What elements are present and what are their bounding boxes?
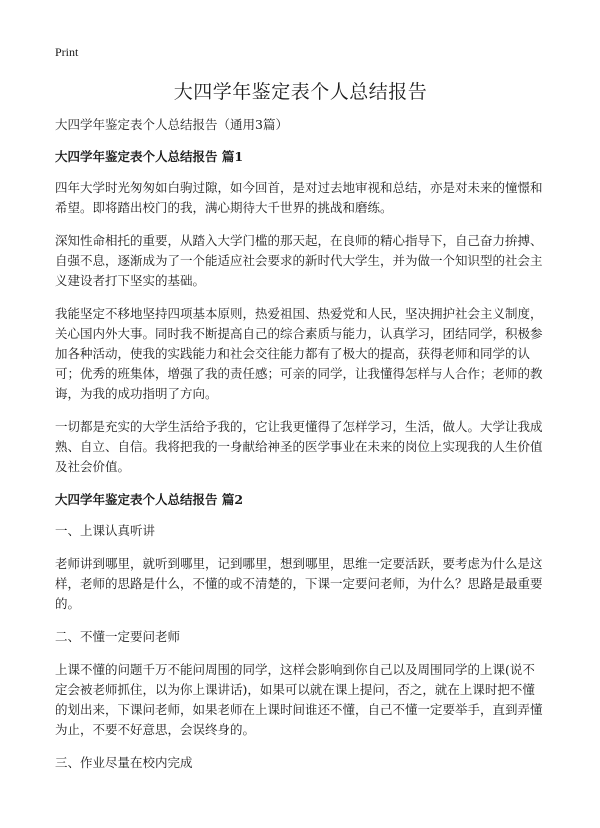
paragraph: 上课不懂的问题千万不能问周围的同学，这样会影响到你自己以及周围同学的上课(说不定会被老师抓住，以为你上课讲话)，如果可以就在课上提问，否之，就在上课时把不懂的划出来，下课问老师，如果老师在上课时间谁还不懂，自己不懂一定要举手，直到弄懂为止，不要不好意思，会误终身的。 xyxy=(55,662,543,737)
sub-heading: 一、上课认真听讲 xyxy=(55,523,156,538)
paragraph: 一切都是充实的大学生活给予我的，它让我更懂得了怎样学习，生活，做人。大学让我成熟、自立、自信。我将把我的一身献给神圣的医学事业在未来的岗位上实现我的人生价值及社会价值。 xyxy=(55,419,543,474)
paragraph: 四年大学时光匆匆如白驹过隙，如今回首，是对过去地审视和总结，亦是对未来的憧憬和希望。即将踏出校门的我，满心期待大千世界的挑战和磨练。 xyxy=(55,180,543,215)
document-title: 大四学年鉴定表个人总结报告 xyxy=(173,81,428,103)
section-2 xyxy=(55,490,546,773)
section-1 xyxy=(55,147,546,477)
paragraph: 我能坚定不移地坚持四项基本原则，热爱祖国、热爱党和人民，坚决拥护社会主义制度，关心国内外大事。同时我不断提高自己的综合素质与能力，认真学习，团结同学，积极参加各种活动，使我的实践能力和社会交往能力都有了极大的提高，获得老师和同学的认可；优秀的班集体，增强了我的责任感；可亲的同学，让我懂得怎样与人合作；老师的教诲，为我的成功指明了方向。 xyxy=(55,306,543,401)
section-heading: 大四学年鉴定表个人总结报告 篇2 xyxy=(55,492,244,507)
sub-heading: 二、不懂一定要问老师 xyxy=(55,629,181,644)
section-heading: 大四学年鉴定表个人总结报告 篇1 xyxy=(55,149,244,164)
sub-heading: 三、作业尽量在校内完成 xyxy=(55,755,193,770)
paragraph: 老师讲到哪里，就听到哪里，记到哪里，想到哪里，思维一定要活跃，要考虑为什么是这样，老师的思路是什么，不懂的或不清楚的，下课一定要问老师，为什么？思路是最重要的。 xyxy=(55,556,543,611)
paragraph: 深知性命相托的重要，从踏入大学门槛的那天起，在良师的精心指导下，自己奋力拚搏、自强不息，逐渐成为了一个能适应社会要求的新时代大学生，并为做一个知识型的社会主义建设者打下坚实的基础。 xyxy=(55,233,543,288)
document-subtitle: 大四学年鉴定表个人总结报告（通用3篇） xyxy=(55,117,288,132)
print-link[interactable]: Print xyxy=(55,45,79,59)
